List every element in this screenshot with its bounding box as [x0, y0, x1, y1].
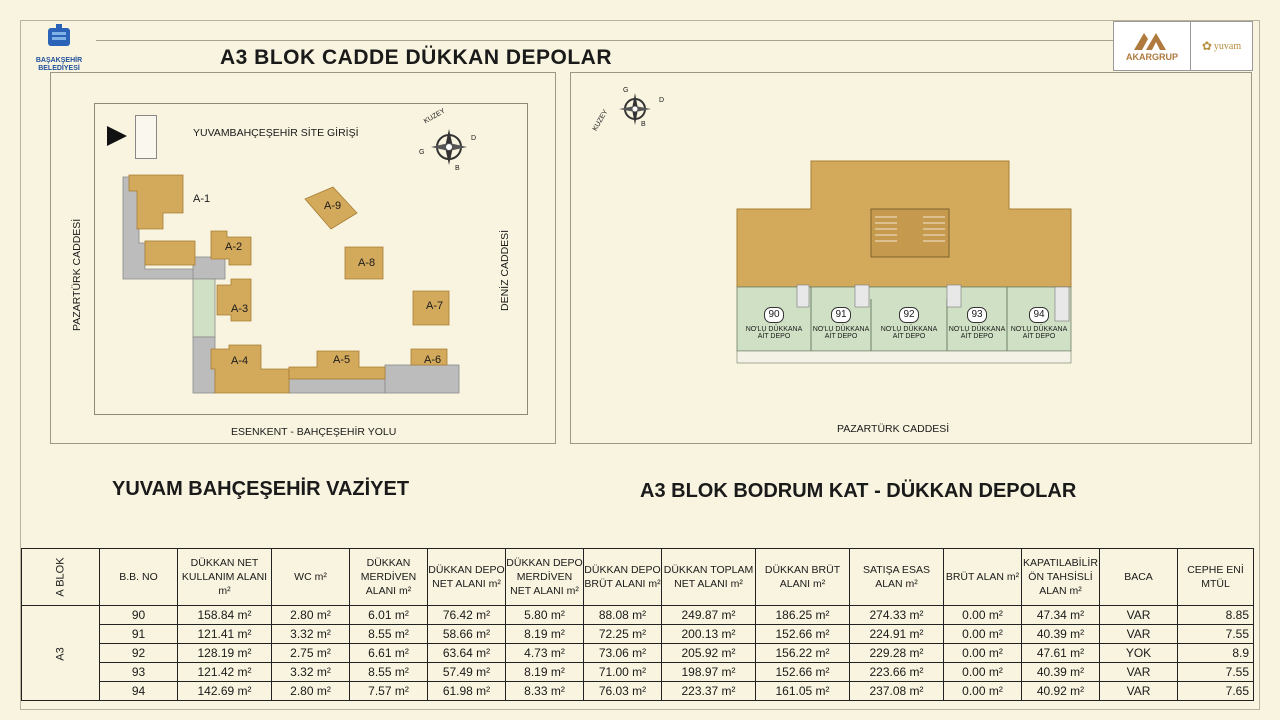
compass-letter: B: [455, 165, 460, 172]
block-label: A-3: [231, 303, 249, 315]
column-header: BACA: [1100, 549, 1178, 606]
unit-label: AİT DEPO: [1022, 333, 1056, 340]
akargrup-logo: [1114, 22, 1191, 70]
column-header: DÜKKAN DEPO BRÜT ALANI m²: [584, 549, 662, 606]
east-street-label: DENİZ CADDESİ: [499, 229, 511, 311]
table-cell: 2.80 m²: [272, 682, 350, 701]
table-cell: 6.01 m²: [350, 606, 428, 625]
table-cell: 152.66 m²: [756, 625, 850, 644]
site-buildings: [51, 73, 557, 445]
unit-label: AİT DEPO: [824, 333, 858, 340]
site-plan-panel: [50, 72, 556, 444]
table-cell: 229.28 m²: [850, 644, 944, 663]
table-header-row: [22, 549, 1254, 606]
table-cell: 8.55 m²: [350, 625, 428, 644]
storage-unit-92: [871, 307, 947, 340]
column-header: WC m²: [272, 549, 350, 606]
table-cell: 5.80 m²: [506, 606, 584, 625]
area-table: [21, 548, 1254, 701]
table-cell: 57.49 m²: [428, 663, 506, 682]
header-rule: [96, 40, 1148, 41]
unit-label: NO'LU DÜKKANA: [812, 326, 870, 333]
table-cell: 76.42 m²: [428, 606, 506, 625]
table-cell: 0.00 m²: [944, 625, 1022, 644]
table-cell: 142.69 m²: [178, 682, 272, 701]
table-cell: 8.19 m²: [506, 663, 584, 682]
unit-label: AİT DEPO: [892, 333, 926, 340]
table-cell: 47.61 m²: [1022, 644, 1100, 663]
table-cell: 0.00 m²: [944, 682, 1022, 701]
table-cell: 8.9: [1178, 644, 1254, 663]
table-row: [22, 682, 1254, 701]
stair-core: [871, 209, 949, 257]
block-label: A-6: [424, 354, 442, 366]
table-cell: VAR: [1100, 663, 1178, 682]
table-cell: 8.19 m²: [506, 625, 584, 644]
compass-north-label: KUZEY: [591, 108, 610, 133]
municipality-logo: [24, 22, 94, 72]
site-plan-caption: YUVAM BAHÇEŞEHİR VAZİYET: [112, 478, 410, 500]
column-header: CEPHE ENİ MTÜL: [1178, 549, 1254, 606]
floor-plan-panel: [570, 72, 1252, 444]
south-road-label: ESENKENT - BAHÇEŞEHİR YOLU: [231, 426, 397, 438]
table-cell: 92: [100, 644, 178, 663]
unit-number: 92: [899, 307, 919, 323]
column-header: DÜKKAN BRÜT ALANI m²: [756, 549, 850, 606]
akargrup-text: AKARGRUP: [1125, 51, 1178, 62]
column-header: SATIŞA ESAS ALAN m²: [850, 549, 944, 606]
table-cell: 205.92 m²: [662, 644, 756, 663]
table-cell: 274.33 m²: [850, 606, 944, 625]
block-cell: A3: [22, 606, 100, 701]
municipality-emblem-icon: [44, 22, 74, 52]
table-cell: 121.42 m²: [178, 663, 272, 682]
block-label: A-7: [426, 300, 444, 312]
basement-plan: [571, 73, 1253, 445]
table-cell: 7.55: [1178, 663, 1254, 682]
unit-number: 94: [1029, 307, 1049, 323]
page-title: A3 BLOK CADDE DÜKKAN DEPOLAR: [220, 46, 613, 69]
table-cell: 47.34 m²: [1022, 606, 1100, 625]
table-cell: 8.33 m²: [506, 682, 584, 701]
table-cell: 128.19 m²: [178, 644, 272, 663]
table-cell: VAR: [1100, 606, 1178, 625]
street-label: PAZARTÜRK CADDESİ: [837, 423, 950, 435]
table-cell: 223.37 m²: [662, 682, 756, 701]
column-header: DÜKKAN TOPLAM NET ALANI m²: [662, 549, 756, 606]
unit-label: NO'LU DÜKKANA: [745, 326, 803, 333]
table-cell: 91: [100, 625, 178, 644]
storage-front-strip: [737, 351, 1071, 363]
table-cell: YOK: [1100, 644, 1178, 663]
block-a1-wing: [145, 241, 195, 265]
podium-green: [193, 279, 215, 337]
block-a1-footprint: [129, 175, 183, 229]
table-cell: 2.75 m²: [272, 644, 350, 663]
table-cell: 0.00 m²: [944, 644, 1022, 663]
yuvam-text: yuvam: [1213, 40, 1242, 52]
table-cell: 72.25 m²: [584, 625, 662, 644]
table-cell: 61.98 m²: [428, 682, 506, 701]
table-cell: 7.55: [1178, 625, 1254, 644]
compass-letter: B: [641, 121, 646, 128]
storage-unit-90: [737, 307, 811, 340]
table-cell: 58.66 m²: [428, 625, 506, 644]
block-label: A-9: [324, 200, 342, 212]
storage-unit-94: [1007, 307, 1071, 340]
table-cell: 0.00 m²: [944, 663, 1022, 682]
table-cell: 186.25 m²: [756, 606, 850, 625]
table-cell: 71.00 m²: [584, 663, 662, 682]
table-cell: 40.39 m²: [1022, 663, 1100, 682]
table-cell: 8.55 m²: [350, 663, 428, 682]
column-header: DÜKKAN DEPO MERDİVEN NET ALANI m²: [506, 549, 584, 606]
table-cell: 3.32 m²: [272, 625, 350, 644]
table-cell: 7.65: [1178, 682, 1254, 701]
podium-grey: [193, 257, 225, 279]
column-header: KAPATILABİLİR ÖN TAHSİSLİ ALAN m²: [1022, 549, 1100, 606]
table-cell: VAR: [1100, 682, 1178, 701]
brand-logos: [1113, 21, 1253, 71]
table-cell: 161.05 m²: [756, 682, 850, 701]
column-header: DÜKKAN DEPO NET ALANI m²: [428, 549, 506, 606]
block-label: A-2: [225, 241, 243, 253]
compass-letter: D: [659, 97, 665, 104]
storage-unit-91: [811, 307, 871, 340]
table-cell: 158.84 m²: [178, 606, 272, 625]
compass-letter: G: [623, 87, 629, 94]
podium-grey: [289, 379, 385, 393]
table-cell: 223.66 m²: [850, 663, 944, 682]
column-header: BRÜT ALAN m²: [944, 549, 1022, 606]
table-cell: 40.39 m²: [1022, 625, 1100, 644]
table-cell: 198.97 m²: [662, 663, 756, 682]
unit-label: NO'LU DÜKKANA: [948, 326, 1006, 333]
storage-unit-93: [947, 307, 1007, 340]
table-row: [22, 644, 1254, 663]
block-label: A-4: [231, 355, 249, 367]
compass-letter: G: [419, 149, 425, 156]
column-header: DÜKKAN MERDİVEN ALANI m²: [350, 549, 428, 606]
table-cell: 73.06 m²: [584, 644, 662, 663]
west-street-label: PAZARTÜRK CADDESİ: [71, 218, 83, 331]
table-cell: 76.03 m²: [584, 682, 662, 701]
unit-label: NO'LU DÜKKANA: [880, 326, 938, 333]
table-cell: 2.80 m²: [272, 606, 350, 625]
table-cell: 152.66 m²: [756, 663, 850, 682]
unit-label: NO'LU DÜKKANA: [1010, 326, 1068, 333]
compass-north-label: KUZEY: [422, 107, 447, 126]
compass-letter: D: [471, 135, 477, 142]
column-header: B.B. NO: [100, 549, 178, 606]
table-cell: VAR: [1100, 625, 1178, 644]
column-header: DÜKKAN NET KULLANIM ALANI m²: [178, 549, 272, 606]
table-cell: 94: [100, 682, 178, 701]
table-cell: 249.87 m²: [662, 606, 756, 625]
table-cell: 40.92 m²: [1022, 682, 1100, 701]
table-row: [22, 606, 1254, 625]
unit-number: 93: [967, 307, 987, 323]
block-label: A-5: [333, 354, 351, 366]
block-a4-footprint: [211, 345, 289, 393]
table-cell: 63.64 m²: [428, 644, 506, 663]
table-cell: 156.22 m²: [756, 644, 850, 663]
table-cell: 3.32 m²: [272, 663, 350, 682]
table-cell: 200.13 m²: [662, 625, 756, 644]
entrance-label: YUVAMBAHÇEŞEHİR SİTE GİRİŞİ: [193, 127, 359, 139]
table-cell: 4.73 m²: [506, 644, 584, 663]
table-cell: 6.61 m²: [350, 644, 428, 663]
unit-number: 90: [764, 307, 784, 323]
yuvam-logo: [1191, 22, 1252, 70]
table-cell: 8.85: [1178, 606, 1254, 625]
podium-grey: [385, 365, 459, 393]
table-cell: 237.08 m²: [850, 682, 944, 701]
table-cell: 93: [100, 663, 178, 682]
akargrup-mark-icon: [1132, 31, 1172, 51]
table-row: [22, 625, 1254, 644]
block-label: A-8: [358, 257, 376, 269]
table-cell: 121.41 m²: [178, 625, 272, 644]
yuvam-mark-icon: ✿: [1201, 38, 1212, 53]
floor-plan-caption: A3 BLOK BODRUM KAT - DÜKKAN DEPOLAR: [640, 480, 1077, 502]
unit-label: AİT DEPO: [960, 333, 994, 340]
table-cell: 90: [100, 606, 178, 625]
table-cell: 7.57 m²: [350, 682, 428, 701]
unit-number: 91: [831, 307, 851, 323]
table-row: [22, 663, 1254, 682]
table-cell: 88.08 m²: [584, 606, 662, 625]
table-cell: 224.91 m²: [850, 625, 944, 644]
column-header: A BLOK: [22, 549, 100, 606]
unit-label: AİT DEPO: [757, 333, 791, 340]
block-label: A-1: [193, 193, 211, 205]
table-cell: 0.00 m²: [944, 606, 1022, 625]
municipality-name: BAŞAKŞEHİR BELEDİYESİ: [35, 57, 83, 72]
